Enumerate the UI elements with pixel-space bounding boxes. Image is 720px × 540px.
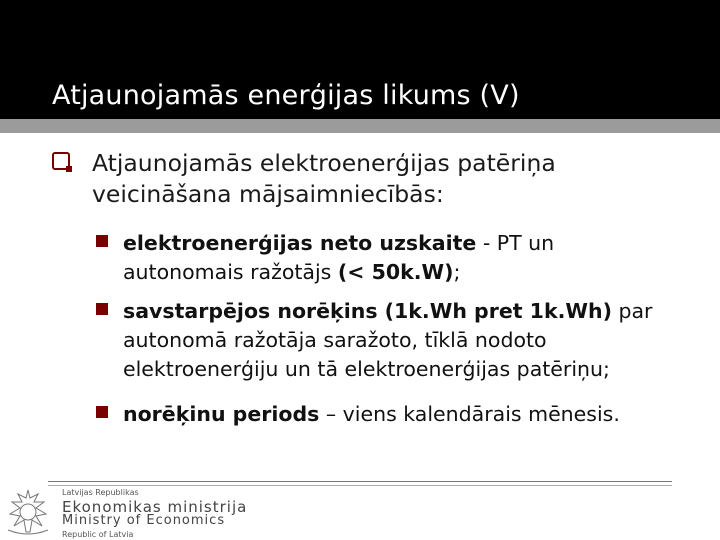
slide-header xyxy=(0,0,720,119)
slide-title: Atjaunojamās enerģijas likums (V) xyxy=(52,80,520,111)
sub-bullet-1-tail: ; xyxy=(453,260,461,284)
sub-bullet-2-text xyxy=(123,297,661,384)
sub-bullet-1-rest: - PT un autonomais ražotājs xyxy=(123,231,555,284)
main-bullet-text xyxy=(92,148,682,210)
main-bullet-line1: Atjaunojamās elektroenerģijas patēriņa xyxy=(92,149,556,177)
coat-of-arms-icon xyxy=(2,486,54,538)
sub-bullet-2-bold: savstarpējos norēķins (1k.Wh pret 1k.Wh) xyxy=(123,299,612,323)
footer-bottom-small: Republic of Latvia xyxy=(62,530,134,539)
sub-bullet-1-bold: elektroenerģijas neto uzskaite xyxy=(123,231,477,255)
footer-ministry-lv: Ekonomikas ministrija xyxy=(62,498,248,516)
sub-bullet-2-rest: par autonomā ražotāja saražoto, tīklā nodoto elektroenerģiju un tā elektroenerģijas patēriņu; xyxy=(123,299,653,381)
sub-bullet-3-bold: norēķinu periods xyxy=(123,402,320,426)
square-bullet-icon xyxy=(96,235,108,247)
footer-rule-top xyxy=(48,481,672,482)
square-bullet-icon xyxy=(96,406,108,418)
sub-bullet-1-text xyxy=(123,229,661,287)
sub-bullet-3-text xyxy=(123,400,661,429)
square-bullet-icon xyxy=(96,303,108,315)
footer-ministry-en: Ministry of Economics xyxy=(62,513,226,528)
sub-bullet-1-bold2: (< 50k.W) xyxy=(337,260,454,284)
header-divider-band xyxy=(0,119,720,133)
footer-rule-bottom xyxy=(48,485,672,486)
main-bullet-line2: veicināšana mājsaimniecībās: xyxy=(92,180,444,208)
sub-bullet-3-rest: – viens kalendārais mēnesis. xyxy=(319,402,620,426)
footer-top-small: Latvijas Republikas xyxy=(62,488,139,497)
checkbox-icon xyxy=(52,152,70,170)
